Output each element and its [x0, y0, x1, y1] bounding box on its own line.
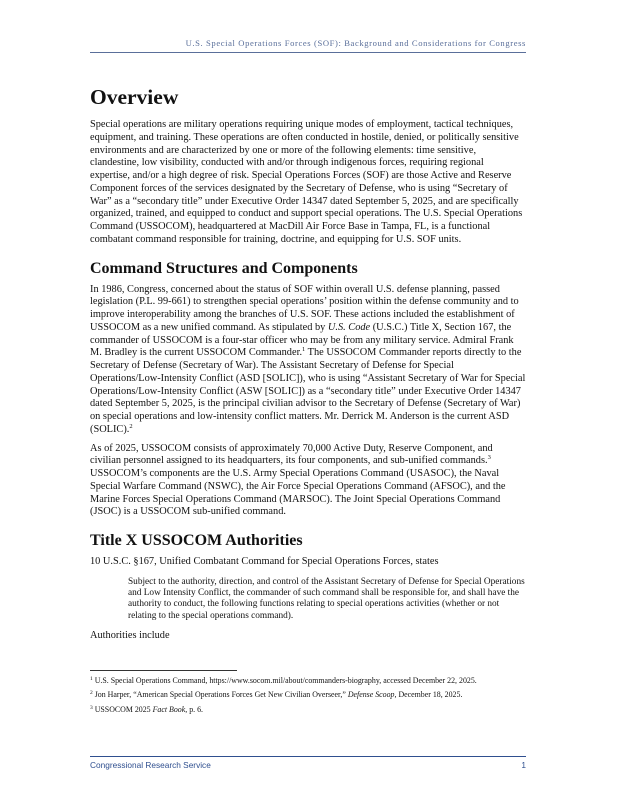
page-footer: [90, 760, 526, 770]
footnote-text: , December 18, 2025.: [394, 690, 463, 700]
overview-paragraph: Special operations are military operations requiring unique modes of employment, tactical techniques, equipment, and training. These operations are often conducted in hostile, denied, or politically sensitive environments and are characterized by one or more of the following elements: time sensitive, clandestine, low visibility, conducted with and/or through indigenous forces, requiring regional expertise, and/or a high degree of risk. Special Operations Forces (SOF) are those Active and Reserve Component forces of the services designated by the Secretary of Defense, who is using “Secretary of War” as a “secondary title” under Executive Order 14347 dated September 5, 2025, and are specifically organized, trained, and equipped to conduct and support special operations. The U.S. Special Operations Command (USSOCOM), headquartered at MacDill Air Force Base in Tampa, FL, is a functional combatant command responsible for training, doctrine, and equipping for U.S. SOF units.: [90, 119, 523, 245]
footnotes: [90, 676, 526, 719]
statute-blockquote: Subject to the authority, direction, and control of the Assistant Secretary of Defense for Special Operations and Low Intensity Conflict, the commander of such command shall be responsible for, and shall have the authority to conduct, the following functions relating to special operations activities (whether or not relating to the special operations command).: [128, 576, 525, 621]
authorities-intro: 10 U.S.C. §167, Unified Combatant Command for Special Operations Forces, states: [90, 556, 439, 567]
footnote-ref-2[interactable]: 2: [129, 422, 133, 430]
authorities-heading: Title X USSOCOM Authorities: [90, 532, 303, 549]
text-run: (U.S.C.) Title X, Section 167, the commander of USSOCOM is a four-star officer who may be from any military service. Admiral Frank M. Bradley is the current USSOCOM Commander.: [90, 321, 514, 359]
text-run: USSOCOM’s components are the U.S. Army Special Operations Command (USASOC), the Naval Special Warfare Command (NSWC), the Air Force Special Operations Command (AFSOC), and the Marine Forces Special Operations Command (MARSOC). The Joint Special Operations Command (JSOC) is a USSOCOM sub-unified command.: [90, 468, 506, 518]
footnote-3: [90, 705, 526, 715]
footer-divider: [90, 756, 526, 757]
footnote-divider: [90, 670, 237, 671]
footnote-text: Jon Harper, “American Special Operations Forces Get New Civilian Overseer,”: [92, 690, 348, 700]
footnote-number: 2: [90, 690, 93, 697]
page-number: 1: [521, 760, 526, 770]
main-content: [90, 84, 526, 649]
authorities-include: Authorities include: [90, 629, 170, 641]
running-header: U.S. Special Operations Forces (SOF): Background and Considerations for Congress: [90, 38, 526, 53]
footnote-number: 1: [90, 676, 93, 682]
footnote-ref-1[interactable]: 1: [302, 346, 306, 354]
footnote-2: [90, 690, 526, 700]
footer-org: Congressional Research Service: [90, 760, 211, 770]
footnote-number: 3: [90, 704, 93, 711]
footnote-text-italic: Fact Book: [152, 704, 186, 714]
footnote-text-italic: Defense Scoop: [347, 690, 395, 700]
footnote-text: U.S. Special Operations Command, https://www.socom.mil/about/commanders-biography, accessed December 22, 2025.: [92, 676, 477, 685]
command-paragraph-2: [90, 443, 526, 520]
footnote-ref-3[interactable]: 3: [487, 454, 491, 462]
text-run: The USSOCOM Commander reports directly to the Secretary of Defense (Secretary of War). The Assistant Secretary of Defense for Special Operations/Low-Intensity Conflict (ASD [SOLIC]), who is using “Assistant Secretary of War for Special Operations/Low-Intensity Conflict (ASW [SOLIC]) as a “secondary title” under Executive Order 14347 dated September 5, 2025, is the principal civilian advisor to the Secretary of Defense (Secretary of War) on special operations and low-intensity conflict matters. Mr. Derrick M. Anderson is the current ASD (SOLIC).: [90, 347, 526, 435]
footnote-text: USSOCOM 2025: [92, 704, 153, 714]
command-structures-heading: Command Structures and Components: [90, 259, 358, 277]
overview-heading: Overview: [90, 85, 179, 109]
command-paragraph-1: [90, 284, 526, 437]
text-run: As of 2025, USSOCOM consists of approximately 70,000 Active Duty, Reserve Component, and civilian personnel assigned to its headquarters, its four components, and sub-unified commands.: [90, 442, 493, 467]
footnote-text: , p. 6.: [185, 704, 204, 714]
text-run-italic: U.S. Code: [327, 321, 371, 333]
text-run: In 1986, Congress, concerned about the status of SOF within overall U.S. defense planning, passed legislation (P.L. 99-661) to strengthen special operations’ position within the defense community and to improve interoperability among the branches of U.S. SOF. These actions included the establishment of USSOCOM as a new unified command. As stipulated by: [90, 283, 519, 333]
footnote-1: [90, 676, 526, 686]
